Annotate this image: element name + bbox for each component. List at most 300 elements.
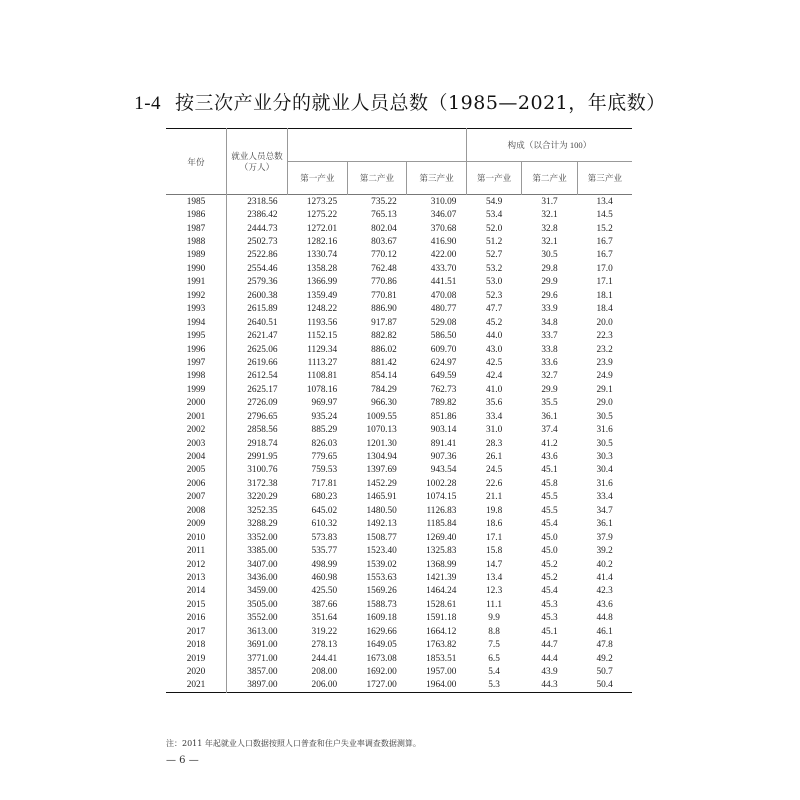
cell-tertiary-pct: 31.6 (596, 478, 613, 489)
cell-secondary-pct: 29.6 (541, 290, 558, 301)
cell-total: 2918.74 (247, 438, 278, 449)
cell-year: 1994 (166, 316, 227, 329)
cell-year: 2006 (166, 477, 227, 490)
cell-secondary-pct: 45.5 (541, 505, 558, 516)
cell-secondary: 917.87 (371, 317, 397, 328)
cell-primary: 1359.49 (306, 290, 338, 301)
cell-tertiary-pct: 17.1 (596, 277, 613, 288)
table-row (166, 518, 632, 531)
cell-secondary: 1609.18 (366, 613, 397, 624)
cell-primary-pct: 42.5 (485, 357, 503, 368)
table-row (166, 195, 632, 209)
cell-primary-pct: 17.1 (485, 532, 503, 543)
cell-secondary: 762.48 (371, 263, 397, 274)
cell-tertiary: 416.90 (430, 237, 457, 248)
cell-secondary: 1070.13 (366, 425, 397, 436)
cell-total: 3771.00 (247, 653, 278, 664)
cell-tertiary: 1368.99 (426, 559, 457, 570)
cell-year: 2001 (166, 410, 227, 423)
table-row (166, 544, 632, 557)
cell-total: 2625.06 (247, 344, 278, 355)
cell-tertiary-pct: 22.3 (596, 331, 613, 342)
cell-secondary: 1397.69 (366, 465, 397, 476)
table-row (166, 585, 632, 598)
cell-secondary: 1553.63 (366, 572, 397, 583)
cell-total: 2612.54 (247, 371, 278, 382)
cell-primary: 460.98 (311, 572, 338, 583)
cell-tertiary: 1421.39 (426, 572, 457, 583)
cell-total: 2444.73 (247, 223, 278, 234)
cell-tertiary-pct: 41.4 (596, 572, 613, 583)
cell-year: 1997 (166, 356, 227, 369)
cell-secondary: 1692.00 (366, 667, 397, 678)
cell-primary: 573.83 (311, 532, 338, 543)
cell-tertiary-pct: 30.3 (596, 452, 613, 463)
cell-year: 1987 (166, 222, 227, 235)
header-secondary: 第二产业 (347, 162, 407, 195)
cell-primary: 1078.16 (306, 384, 338, 395)
cell-secondary-pct: 43.6 (541, 452, 558, 463)
cell-tertiary: 1964.00 (426, 680, 457, 691)
cell-tertiary: 480.77 (430, 304, 457, 315)
cell-secondary: 1588.73 (366, 599, 397, 610)
cell-total: 2502.73 (247, 237, 278, 248)
cell-secondary: 1539.02 (366, 559, 397, 570)
cell-primary-pct: 26.1 (485, 452, 503, 463)
cell-primary: 244.41 (311, 653, 338, 664)
table-number: 1-4 (134, 93, 162, 114)
header-total-unit: （万人） (239, 161, 275, 172)
cell-tertiary-pct: 39.2 (596, 546, 613, 557)
cell-secondary-pct: 45.4 (541, 586, 558, 597)
cell-primary-pct: 24.5 (485, 465, 503, 476)
cell-total: 2991.95 (247, 452, 278, 463)
cell-year: 2019 (166, 652, 227, 665)
cell-total: 3691.00 (247, 640, 278, 651)
cell-primary-pct: 5.4 (488, 667, 500, 678)
cell-tertiary: 370.68 (430, 223, 457, 234)
footnote: 注：2011 年起就业人口数据按照人口普查和住户失业率调查数据测算。 (166, 739, 421, 748)
cell-primary: 278.13 (311, 640, 338, 651)
table-row (166, 665, 632, 678)
cell-secondary: 770.86 (371, 277, 397, 288)
cell-secondary: 966.30 (371, 398, 397, 409)
cell-total: 3613.00 (247, 626, 278, 637)
cell-primary-pct: 51.2 (485, 237, 503, 248)
cell-primary: 425.50 (311, 586, 338, 597)
cell-secondary-pct: 30.5 (541, 250, 558, 261)
cell-total: 3459.00 (247, 586, 278, 597)
cell-primary-pct: 53.2 (485, 263, 503, 274)
cell-primary: 206.00 (311, 680, 338, 691)
cell-secondary: 1492.13 (366, 519, 397, 530)
cell-tertiary: 649.59 (430, 371, 457, 382)
cell-year: 1991 (166, 276, 227, 289)
cell-primary-pct: 14.7 (485, 559, 503, 570)
header-total-label: 就业人员总数 (231, 150, 283, 161)
cell-primary-pct: 6.5 (488, 653, 500, 664)
cell-tertiary: 441.51 (430, 277, 457, 288)
cell-total: 3172.38 (247, 478, 278, 489)
cell-secondary: 1569.26 (366, 586, 397, 597)
table-row (166, 679, 632, 693)
header-year: 年份 (166, 129, 227, 195)
cell-year: 1998 (166, 370, 227, 383)
cell-tertiary-pct: 34.7 (596, 505, 613, 516)
table-row (166, 397, 632, 410)
cell-primary: 1330.74 (306, 250, 338, 261)
cell-primary: 779.65 (311, 452, 338, 463)
cell-tertiary: 422.00 (430, 250, 457, 261)
cell-tertiary: 1763.82 (426, 640, 457, 651)
cell-total: 2619.66 (247, 357, 278, 368)
page-number: — 6 — (166, 755, 199, 766)
table-row (166, 423, 632, 436)
cell-tertiary: 624.97 (430, 357, 457, 368)
cell-year: 2009 (166, 518, 227, 531)
cell-tertiary-pct: 23.2 (596, 344, 613, 355)
cell-primary-pct: 52.7 (485, 250, 503, 261)
cell-primary-pct: 28.3 (485, 438, 503, 449)
cell-primary: 680.23 (311, 492, 338, 503)
cell-primary-pct: 9.9 (488, 613, 500, 624)
cell-primary-pct: 42.4 (485, 371, 503, 382)
cell-total: 3252.35 (247, 505, 278, 516)
cell-primary-pct: 7.5 (488, 640, 500, 651)
cell-tertiary: 470.08 (430, 290, 457, 301)
cell-tertiary: 1002.28 (426, 478, 457, 489)
cell-tertiary: 1269.40 (426, 532, 457, 543)
cell-tertiary: 433.70 (430, 263, 457, 274)
cell-primary: 535.77 (311, 546, 338, 557)
cell-year: 2020 (166, 665, 227, 678)
cell-secondary-pct: 45.2 (541, 559, 558, 570)
cell-primary-pct: 47.7 (485, 304, 503, 315)
cell-secondary-pct: 34.8 (541, 317, 558, 328)
cell-year: 2003 (166, 437, 227, 450)
table-row (166, 262, 632, 275)
cell-secondary-pct: 45.0 (541, 546, 558, 557)
cell-tertiary-pct: 20.0 (596, 317, 613, 328)
cell-secondary-pct: 32.1 (541, 210, 558, 221)
cell-primary: 826.03 (311, 438, 338, 449)
cell-primary-pct: 31.0 (485, 425, 503, 436)
cell-primary: 885.29 (311, 425, 338, 436)
cell-year: 2004 (166, 450, 227, 463)
cell-tertiary-pct: 33.4 (596, 492, 613, 503)
cell-tertiary: 1126.83 (426, 505, 457, 516)
cell-total: 3220.29 (247, 492, 278, 503)
cell-primary-pct: 21.1 (485, 492, 503, 503)
table-row (166, 652, 632, 665)
cell-secondary: 765.13 (371, 210, 397, 221)
cell-total: 2318.56 (247, 196, 278, 207)
cell-tertiary: 609.70 (430, 344, 457, 355)
cell-secondary: 881.42 (371, 357, 397, 368)
cell-tertiary: 1528.61 (426, 599, 457, 610)
cell-year: 2012 (166, 558, 227, 571)
cell-primary: 1272.01 (306, 223, 338, 234)
cell-year: 1995 (166, 329, 227, 342)
table-row (166, 303, 632, 316)
cell-tertiary-pct: 30.5 (596, 411, 613, 422)
cell-primary: 969.97 (311, 398, 338, 409)
table-row (166, 235, 632, 248)
cell-tertiary-pct: 16.7 (596, 237, 613, 248)
table-row (166, 638, 632, 651)
table-row (166, 208, 632, 221)
cell-secondary: 1508.77 (366, 532, 397, 543)
cell-tertiary: 1957.00 (426, 667, 457, 678)
cell-tertiary: 529.08 (430, 317, 457, 328)
table-row (166, 477, 632, 490)
cell-secondary: 1673.08 (366, 653, 397, 664)
cell-secondary-pct: 36.1 (541, 411, 558, 422)
cell-primary-pct: 8.8 (488, 626, 500, 637)
cell-primary: 1248.22 (306, 304, 338, 315)
cell-secondary: 854.14 (371, 371, 397, 382)
cell-secondary: 1201.30 (366, 438, 397, 449)
cell-secondary: 886.02 (371, 344, 397, 355)
cell-year: 2000 (166, 397, 227, 410)
table-row (166, 491, 632, 504)
cell-tertiary-pct: 30.5 (596, 438, 613, 449)
cell-tertiary-pct: 49.2 (596, 653, 613, 664)
cell-secondary-pct: 29.8 (541, 263, 558, 274)
cell-primary: 717.81 (311, 478, 338, 489)
cell-tertiary-pct: 44.8 (596, 613, 613, 624)
cell-secondary-pct: 45.4 (541, 519, 558, 530)
table-row (166, 289, 632, 302)
cell-tertiary-pct: 40.2 (596, 559, 613, 570)
cell-year: 2011 (166, 544, 227, 557)
cell-tertiary-pct: 24.9 (596, 371, 613, 382)
cell-secondary-pct: 45.3 (541, 613, 558, 624)
cell-total: 2640.51 (247, 317, 278, 328)
cell-year: 2013 (166, 571, 227, 584)
cell-primary: 208.00 (311, 667, 338, 678)
cell-year: 1993 (166, 303, 227, 316)
cell-total: 3897.00 (247, 680, 278, 691)
cell-secondary-pct: 45.8 (541, 478, 558, 489)
cell-tertiary-pct: 16.7 (596, 250, 613, 261)
cell-tertiary-pct: 29.1 (596, 384, 613, 395)
cell-primary-pct: 53.4 (485, 210, 503, 221)
table-row (166, 410, 632, 423)
cell-tertiary: 1325.83 (426, 546, 457, 557)
cell-tertiary-pct: 50.7 (596, 667, 613, 678)
cell-primary: 319.22 (311, 626, 338, 637)
cell-secondary-pct: 45.5 (541, 492, 558, 503)
cell-total: 2615.89 (247, 304, 278, 315)
cell-secondary-pct: 31.7 (541, 196, 558, 207)
cell-total: 2554.46 (247, 263, 278, 274)
cell-tertiary: 310.09 (430, 196, 457, 207)
cell-primary: 1152.15 (307, 331, 338, 342)
cell-primary-pct: 15.8 (485, 546, 503, 557)
cell-total: 2625.17 (247, 384, 278, 395)
cell-primary-pct: 54.9 (485, 196, 503, 207)
cell-primary-pct: 13.4 (485, 572, 503, 583)
cell-total: 3436.00 (247, 572, 278, 583)
cell-primary-pct: 22.6 (485, 478, 503, 489)
cell-secondary-pct: 33.6 (541, 357, 558, 368)
cell-primary: 759.53 (311, 465, 338, 476)
cell-secondary-pct: 32.8 (541, 223, 558, 234)
cell-secondary-pct: 33.8 (541, 344, 558, 355)
cell-primary-pct: 52.0 (485, 223, 503, 234)
cell-secondary-pct: 33.9 (541, 304, 558, 315)
cell-year: 2016 (166, 612, 227, 625)
header-blank (288, 129, 467, 162)
cell-primary: 1366.99 (306, 277, 338, 288)
table-row (166, 437, 632, 450)
cell-year: 1988 (166, 235, 227, 248)
cell-primary: 935.24 (311, 411, 338, 422)
cell-year: 1992 (166, 289, 227, 302)
cell-secondary-pct: 44.4 (541, 653, 558, 664)
cell-year: 2007 (166, 491, 227, 504)
cell-tertiary: 789.82 (430, 398, 457, 409)
cell-tertiary-pct: 13.4 (596, 196, 613, 207)
cell-secondary: 1480.50 (366, 505, 397, 516)
cell-year: 1996 (166, 343, 227, 356)
cell-tertiary-pct: 42.3 (596, 586, 613, 597)
table-row (166, 316, 632, 329)
cell-primary: 1193.56 (307, 317, 338, 328)
cell-tertiary: 851.86 (430, 411, 457, 422)
cell-total: 3505.00 (247, 599, 278, 610)
cell-tertiary: 762.73 (430, 384, 457, 395)
cell-primary: 645.02 (311, 505, 338, 516)
cell-secondary-pct: 32.1 (541, 237, 558, 248)
header-tertiary: 第三产业 (407, 162, 467, 195)
cell-secondary: 1465.91 (366, 492, 397, 503)
cell-primary: 1358.28 (306, 263, 338, 274)
header-tertiary-pct: 第三产业 (577, 162, 632, 195)
cell-tertiary-pct: 50.4 (596, 680, 613, 691)
table-row (166, 383, 632, 396)
cell-tertiary-pct: 37.9 (596, 532, 613, 543)
header-primary: 第一产业 (288, 162, 348, 195)
cell-tertiary-pct: 23.9 (596, 357, 613, 368)
table-row (166, 558, 632, 571)
cell-total: 2386.42 (247, 210, 278, 221)
cell-primary: 1273.25 (306, 196, 338, 207)
cell-primary: 1275.22 (306, 210, 338, 221)
cell-primary: 1108.81 (307, 371, 338, 382)
cell-secondary: 1523.40 (366, 546, 397, 557)
cell-secondary-pct: 44.7 (541, 640, 558, 651)
cell-year: 1990 (166, 262, 227, 275)
header-composition: 构成（以合计为 100） (466, 129, 632, 162)
cell-primary-pct: 11.1 (486, 599, 503, 610)
cell-tertiary-pct: 31.6 (596, 425, 613, 436)
cell-total: 3100.76 (247, 465, 278, 476)
cell-primary-pct: 53.0 (485, 277, 503, 288)
cell-secondary: 1649.05 (366, 640, 397, 651)
cell-tertiary: 1464.24 (426, 586, 457, 597)
cell-secondary: 1629.66 (366, 626, 397, 637)
cell-total: 3407.00 (247, 559, 278, 570)
cell-tertiary: 586.50 (430, 331, 457, 342)
table-row (166, 450, 632, 463)
cell-primary: 387.66 (311, 599, 338, 610)
table-row (166, 625, 632, 638)
table-row (166, 276, 632, 289)
cell-secondary-pct: 33.7 (541, 331, 558, 342)
cell-tertiary-pct: 47.8 (596, 640, 613, 651)
cell-secondary-pct: 29.9 (541, 384, 558, 395)
cell-tertiary: 903.14 (430, 425, 457, 436)
cell-secondary: 886.90 (371, 304, 397, 315)
cell-secondary: 803.67 (371, 237, 397, 248)
cell-tertiary: 1664.12 (426, 626, 457, 637)
table-row (166, 343, 632, 356)
cell-tertiary-pct: 29.0 (596, 398, 613, 409)
cell-primary: 1129.34 (307, 344, 338, 355)
cell-primary-pct: 35.6 (485, 398, 503, 409)
cell-total: 3552.00 (247, 613, 278, 624)
cell-tertiary-pct: 43.6 (596, 599, 613, 610)
table-row (166, 222, 632, 235)
cell-tertiary-pct: 18.4 (596, 304, 613, 315)
cell-tertiary: 1591.18 (426, 613, 457, 624)
employment-table (166, 128, 632, 693)
table-row (166, 531, 632, 544)
table-row (166, 356, 632, 369)
cell-primary-pct: 43.0 (485, 344, 503, 355)
cell-total: 2858.56 (247, 425, 278, 436)
table-row (166, 504, 632, 517)
cell-secondary-pct: 45.3 (541, 599, 558, 610)
cell-secondary-pct: 41.2 (541, 438, 558, 449)
cell-year: 1999 (166, 383, 227, 396)
cell-year: 2010 (166, 531, 227, 544)
cell-year: 2008 (166, 504, 227, 517)
cell-tertiary: 1185.84 (426, 519, 457, 530)
cell-secondary-pct: 45.2 (541, 572, 558, 583)
cell-year: 2014 (166, 585, 227, 598)
cell-primary-pct: 44.0 (485, 331, 503, 342)
cell-tertiary-pct: 36.1 (596, 519, 613, 530)
cell-year: 1985 (166, 195, 227, 209)
table-row (166, 464, 632, 477)
cell-year: 2005 (166, 464, 227, 477)
cell-secondary-pct: 45.1 (541, 626, 558, 637)
cell-primary-pct: 41.0 (485, 384, 503, 395)
cell-primary-pct: 45.2 (485, 317, 503, 328)
cell-total: 3352.00 (247, 532, 278, 543)
cell-secondary: 770.81 (371, 290, 397, 301)
cell-tertiary-pct: 15.2 (596, 223, 613, 234)
cell-secondary: 882.82 (371, 331, 397, 342)
cell-total: 3385.00 (247, 546, 278, 557)
cell-secondary-pct: 37.4 (541, 425, 558, 436)
cell-primary-pct: 52.3 (485, 290, 503, 301)
table-row (166, 598, 632, 611)
cell-secondary: 770.12 (371, 250, 397, 261)
cell-tertiary: 346.07 (430, 210, 457, 221)
cell-year: 2017 (166, 625, 227, 638)
cell-total: 3857.00 (247, 667, 278, 678)
table-body (166, 195, 632, 693)
cell-primary-pct: 19.8 (485, 505, 503, 516)
cell-secondary-pct: 32.7 (541, 371, 558, 382)
cell-tertiary-pct: 18.1 (596, 290, 613, 301)
header-total (227, 129, 288, 195)
cell-year: 1986 (166, 208, 227, 221)
